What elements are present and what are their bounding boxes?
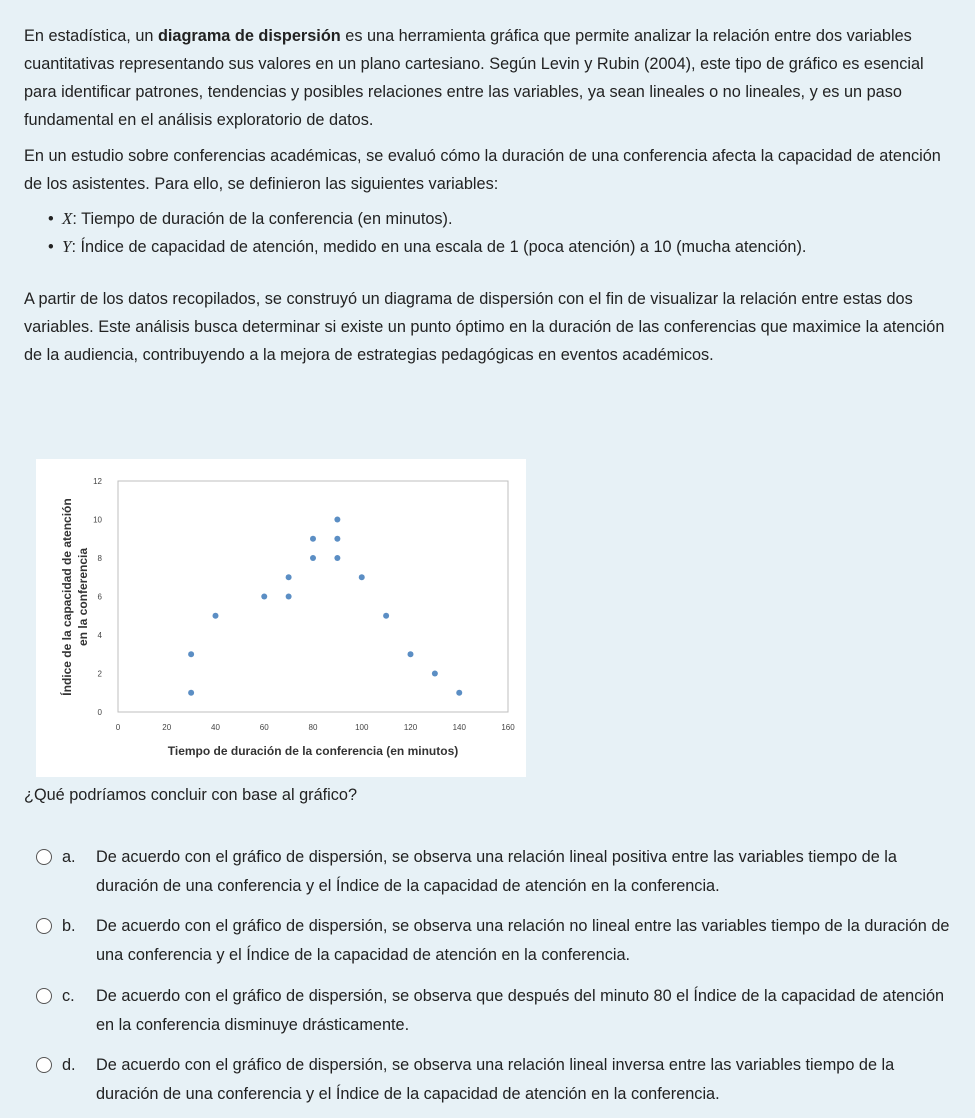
data-point	[359, 574, 365, 580]
variable-x-symbol: X	[62, 209, 73, 228]
x-axis-label: Tiempo de duración de la conferencia (en minutos)	[167, 744, 459, 758]
y-axis-label-line2: en la conferencia	[76, 547, 90, 647]
data-point	[334, 536, 340, 542]
variable-y-symbol: Y	[62, 237, 72, 256]
data-point	[286, 594, 292, 600]
option-c-letter: c.	[62, 987, 75, 1005]
data-point	[188, 690, 194, 696]
y-tick-label: 8	[97, 554, 102, 563]
question-text: ¿Qué podríamos concluir con base al gráfico?	[24, 786, 358, 804]
option-c-text: De acuerdo con el gráfico de dispersión, se observa que después del minuto 80 el Índice de la capacidad de atención en la conferencia disminuye drásticamente.	[96, 987, 945, 1034]
y-tick-label: 2	[97, 669, 102, 679]
option-a-text: De acuerdo con el gráfico de dispersión, se observa una relación lineal positiva entre las variables tiempo de la duración de una conferencia y el Índice de la capacidad de atención en la conferencia.	[96, 848, 897, 895]
x-tick-label: 80	[308, 723, 318, 732]
scatter-chart-svg	[36, 459, 526, 777]
data-point	[383, 613, 389, 619]
y-tick-label: 0	[97, 708, 102, 717]
x-axis-ticks	[116, 723, 515, 732]
plot-area	[118, 481, 508, 712]
variable-x-item	[48, 205, 962, 233]
y-tick-label: 12	[93, 477, 102, 486]
data-point	[310, 536, 316, 542]
data-points	[188, 517, 462, 696]
x-tick-label: 20	[162, 723, 172, 732]
data-point	[408, 651, 414, 657]
y-axis-label-line1: Índice de la capacidad de atención	[60, 498, 74, 696]
study-text: En un estudio sobre conferencias académicas, se evaluó cómo la duración de una conferencia afecta la capacidad de atención de los asistentes. Para ello, se definieron las siguientes variables:	[24, 147, 941, 193]
purpose-text: A partir de los datos recopilados, se construyó un diagrama de dispersión con el fin de visualizar la relación entre estas dos variables. Este análisis busca determinar si existe un punto óptimo en la duración de las conferencias que maximice la atención de la audiencia, contribuyendo a la mejora de estrategias pedagógicas en eventos académicos.	[24, 290, 945, 364]
intro-bold-term: diagrama de dispersión	[157, 27, 341, 45]
intro-text-start: En estadística, un	[24, 27, 158, 45]
x-tick-label: 160	[501, 723, 515, 732]
option-a-letter: a.	[62, 848, 76, 866]
data-point	[188, 651, 194, 657]
radio-button-a[interactable]	[36, 849, 52, 865]
option-b-text: De acuerdo con el gráfico de dispersión, se observa una relación no lineal entre las variables tiempo de la duración de una conferencia y el Índice de la capacidad de atención en la conferencia.	[96, 917, 950, 964]
data-point	[334, 555, 340, 561]
option-b-letter: b.	[62, 917, 76, 935]
x-tick-label: 40	[211, 723, 220, 732]
option-d-text: De acuerdo con el gráfico de dispersión, se observa una relación lineal inversa entre las variables tiempo de la duración de una conferencia y el Índice de la capacidad de atención en la conferencia.	[96, 1056, 895, 1103]
x-tick-label: 100	[355, 723, 369, 732]
data-point	[432, 671, 438, 677]
x-tick-label: 140	[452, 723, 466, 732]
variable-y-item	[48, 233, 962, 261]
y-tick-label: 4	[97, 631, 102, 640]
data-point	[334, 517, 340, 523]
intro-text-end: es una herramienta gráfica que permite analizar la relación entre dos variables cuantitativas representando sus valores en un plano cartesiano. Según Levin y Rubin (2004), este tipo de gráfico es esencial para identificar patrones, tendencias y posibles relaciones entre las variables, ya sean lineales o no lineales, y es un paso fundamental en el análisis exploratorio de datos.	[24, 27, 924, 129]
data-point	[286, 574, 292, 580]
data-point	[261, 594, 267, 600]
purpose-paragraph	[24, 285, 954, 369]
intro-paragraph	[24, 22, 954, 134]
x-tick-label: 0	[115, 723, 121, 732]
data-point	[456, 690, 462, 696]
x-tick-label: 120	[403, 723, 418, 732]
data-point	[310, 555, 316, 561]
option-d-letter: d.	[62, 1056, 76, 1074]
data-point	[213, 613, 219, 619]
scatter-chart	[36, 459, 526, 777]
radio-button-c[interactable]	[36, 988, 52, 1004]
x-tick-label: 60	[259, 723, 269, 732]
bullet-icon: •	[48, 210, 54, 228]
y-tick-label: 10	[93, 515, 102, 525]
radio-button-d[interactable]	[36, 1057, 52, 1073]
variable-x-text: : Tiempo de duración de la conferencia (en minutos).	[72, 210, 453, 228]
y-axis-ticks	[93, 477, 102, 717]
study-paragraph	[24, 142, 954, 198]
radio-button-b[interactable]	[36, 918, 52, 934]
variable-y-text: : Índice de capacidad de atención, medido en una escala de 1 (poca atención) a 10 (mucha atención).	[71, 238, 807, 256]
bullet-icon: •	[48, 238, 54, 256]
y-tick-label: 6	[97, 592, 102, 602]
